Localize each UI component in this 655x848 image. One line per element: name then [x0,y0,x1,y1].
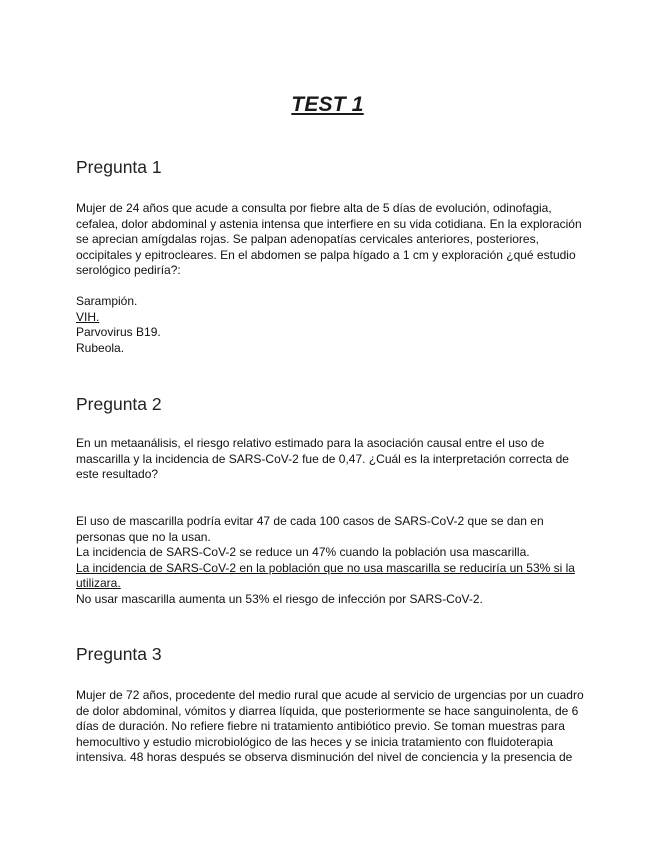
stem-line: cefalea, dolor abdominal y astenia intensa que interfiere en su vida cotidiana. En la exploración [76,216,582,231]
question-1-heading: Pregunta 1 [76,157,162,177]
option-line: No usar mascarilla aumenta un 53% el riesgo de infección por SARS-CoV-2. [76,591,483,606]
option-line: La incidencia de SARS-CoV-2 en la población que no usa mascarilla se reduciría un 53% si la [76,560,575,575]
option-a: Sarampión. [76,294,138,308]
stem-line: intensiva. 48 horas después se observa disminución del nivel de conciencia y la presencia de [76,750,573,764]
stem-line: días de duración. No refiere fiebre ni tratamiento antibiótico previo. Se toman muestras para [76,719,565,733]
stem-line: En un metaanálisis, el riesgo relativo estimado para la asociación causal entre el uso de [76,436,545,450]
question-3-stem [76,688,584,766]
question-2-heading: Pregunta 2 [76,394,162,414]
option-c: Parvovirus B19. [76,325,161,339]
stem-line: occipitales y epitrocleares. En el abdomen se palpa hígado a 1 cm y exploración ¿qué estudio [76,247,576,262]
stem-line: hemocultivo y estudio microbiológico de las heces y se inicia tratamiento con fluidoterapia [76,734,553,749]
option-line: personas que no la usan. [76,529,211,544]
stem-line: se aprecian amígdalas rojas. Se palpan adenopatías cervicales anteriores, posteriores, [76,232,539,246]
option-c-correct [76,561,576,592]
stem-line: Mujer de 72 años, procedente del medio rural que acude al servicio de urgencias por un cuadro [76,688,584,702]
option-b [76,545,576,561]
option-line: La incidencia de SARS-CoV-2 se reduce un 47% cuando la población usa mascarilla. [76,545,530,559]
stem-line: serológico pediría?: [76,263,181,277]
question-3-heading: Pregunta 3 [76,644,162,664]
option-a [76,514,576,545]
stem-line: Mujer de 24 años que acude a consulta por fiebre alta de 5 días de evolución, odinofagia, [76,201,552,215]
stem-line: este resultado? [76,467,159,481]
question-1-options [76,294,576,356]
option-d [76,592,576,608]
option-line: El uso de mascarilla podría evitar 47 de cada 100 casos de SARS-CoV-2 que se dan en [76,514,544,528]
option-line: utilizara. [76,576,121,590]
page-title: TEST 1 [291,93,364,116]
question-1-stem [76,201,582,279]
option-d: Rubeola. [76,340,125,355]
stem-line: mascarilla y la incidencia de SARS-CoV-2 fue de 0,47. ¿Cuál es la interpretación correcta de [76,451,569,466]
question-2-stem [76,436,576,483]
option-b-correct: VIH. [76,309,100,324]
question-2-options [76,514,576,607]
stem-line: de dolor abdominal, vómitos y diarrea líquida, que posteriormente se hace sanguinolenta, de 6 [76,703,579,718]
